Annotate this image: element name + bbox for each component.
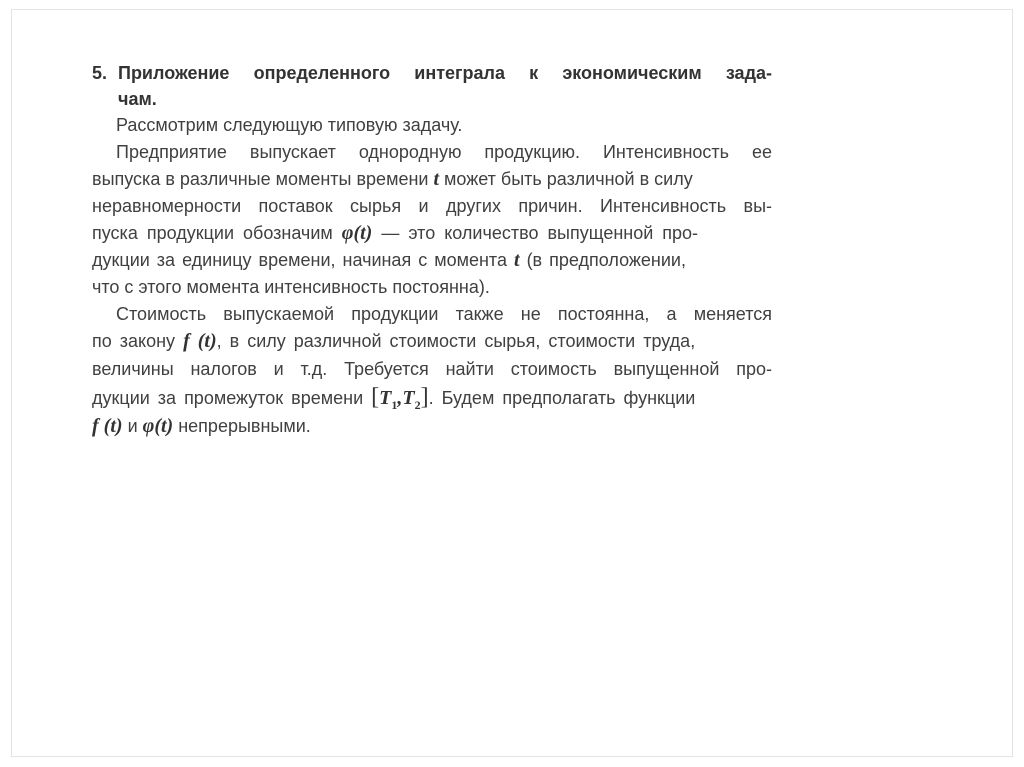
math-phi-t: φ(t)	[142, 415, 174, 437]
text-segment: дукции за единицу времени, начиная с момента	[92, 250, 507, 270]
paragraph2-line6: что с этого момента интенсивность постоянна).	[92, 277, 490, 297]
text-segment: (в предположении,	[526, 250, 686, 270]
math-comma: ,	[397, 387, 403, 409]
math-f-t: f (t)	[183, 330, 217, 352]
math-t: t	[433, 168, 440, 190]
paragraph-intro: Рассмотрим следующую типовую задачу.	[116, 115, 463, 135]
slide-page	[11, 9, 1013, 757]
text-segment: дукции за промежуток времени	[92, 388, 364, 408]
paragraph3-line3: величины налогов и т.д. Требуется найти стоимость выпущенной про-	[92, 359, 772, 379]
paragraph2-line4	[92, 220, 772, 247]
text-segment: — это количество выпущенной про-	[381, 223, 699, 243]
math-bracket-close: ]	[420, 384, 429, 410]
section-number: 5.	[92, 63, 108, 83]
paragraph2-line1: Предприятие выпускает однородную продукцию. Интенсивность ее	[116, 142, 772, 162]
paragraph2-line2	[92, 166, 772, 193]
math-phi-t: φ(t)	[341, 222, 373, 244]
text-segment: пуска продукции обозначим	[92, 223, 333, 243]
paragraph2-line5	[92, 247, 772, 274]
math-T1: $T_1$	[379, 387, 398, 412]
math-bracket-open: [	[371, 384, 380, 410]
text-segment: и	[127, 416, 138, 436]
text-segment: выпуска в различные моменты времени	[92, 169, 429, 189]
paragraph3-line5	[92, 413, 772, 440]
paragraph3-line1: Стоимость выпускаемой продукции также не постоянна, а меняется	[116, 304, 772, 324]
text-segment: . Будем предполагать функции	[428, 388, 696, 408]
section-title-line1: Приложение определенного интеграла к экономическим зада-	[118, 63, 772, 83]
section-title-line2: чам.	[118, 89, 157, 109]
paragraph3-line2	[92, 328, 772, 355]
math-t: t	[513, 249, 520, 271]
math-T2: $T_2$	[402, 387, 421, 412]
text-segment: может быть различной в силу	[444, 169, 693, 189]
paragraph2-line3: неравномерности поставок сырья и других причин. Интенсивность вы-	[92, 196, 772, 216]
text-segment: непрерывными.	[178, 416, 311, 436]
math-f-t: f (t)	[92, 415, 123, 437]
text-segment: по закону	[92, 331, 176, 351]
section-heading	[92, 60, 772, 87]
paragraph3-line4	[92, 384, 772, 411]
text-segment: , в силу различной стоимости сырья, стоимости труда,	[216, 331, 696, 351]
